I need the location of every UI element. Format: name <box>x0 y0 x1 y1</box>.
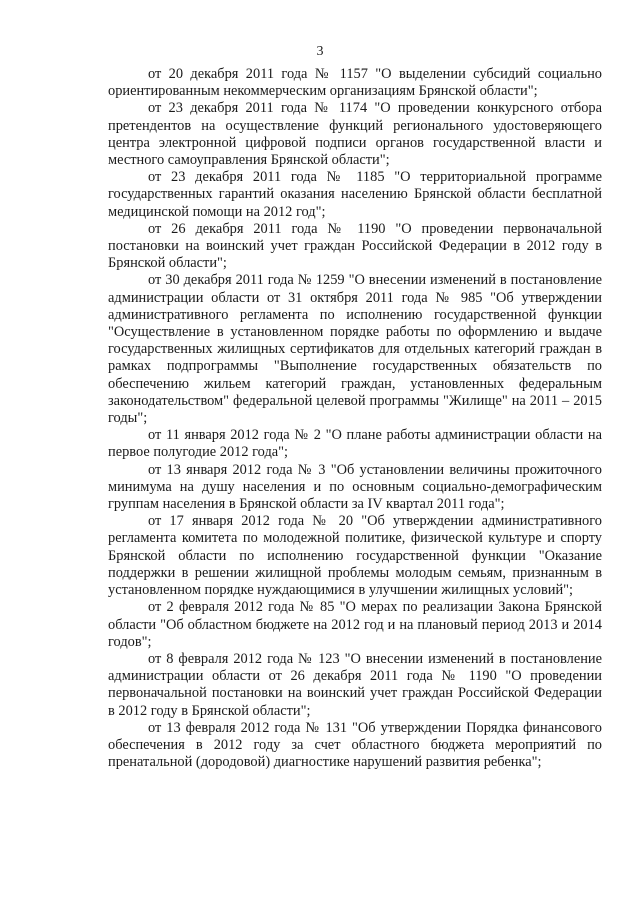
decree-paragraph: от 26 декабря 2011 года № 1190 "О проведении первоначальной постановки на воинский учет граждан Российской Федерации в 2012 году в Брянской области"; <box>108 220 602 272</box>
decree-paragraph: от 13 января 2012 года № 3 "Об установлении величины прожиточного минимума на душу населения и по основным социально-демографическим группам населения в Брянской области за IV квартал 2011 года"; <box>108 461 602 513</box>
decree-paragraph: от 23 декабря 2011 года № 1185 "О территориальной программе государственных гарантий оказания населению Брянской области бесплатной медицинской помощи на 2012 год"; <box>108 169 602 220</box>
decree-paragraph: от 17 января 2012 года № 20 "Об утверждении административного регламента комитета по молодежной политике, физической культуре и спорту Брянской области по исполнению государственной функции "Оказание поддержки в решении жилищной проблемы молодым семьям, признанным в установленном порядке нуждающимися в улучшении жилищных условий"; <box>108 513 602 599</box>
decree-paragraph: от 30 декабря 2011 года № 1259 "О внесении изменений в постановление администрации области от 31 октября 2011 года № 985 "Об утверждении административного регламента по исполнению государственной функции "Осуществление в установленном порядке работы по оформлению и выдаче государственных жилищных сертификатов для отдельных категорий граждан в рамках подпрограммы "Выполнение государственных обязательств по обеспечению жильем категорий граждан, установленных федеральным законодательством" федеральной целевой программы "Жилище" на 2011 – 2015 годы"; <box>108 272 602 427</box>
page-number: 3 <box>316 44 324 59</box>
decree-paragraph: от 2 февраля 2012 года № 85 "О мерах по реализации Закона Брянской области "Об областном бюджете на 2012 год и на плановый период 2013 и 2014 годов"; <box>108 599 602 650</box>
decree-paragraph: от 20 декабря 2011 года № 1157 "О выделении субсидий социально ориентированным некоммерческим организациям Брянской области"; <box>108 66 602 100</box>
decree-paragraph: от 8 февраля 2012 года № 123 "О внесении изменений в постановление администрации области от 26 декабря 2011 года № 1190 "О проведении первоначальной постановки на воинский учет граждан Российской Федерации в 2012 году в Брянской области"; <box>108 650 602 719</box>
decree-paragraph: от 11 января 2012 года № 2 "О плане работы администрации области на первое полугодие 2012 года"; <box>108 427 602 461</box>
decree-paragraph: от 23 декабря 2011 года № 1174 "О проведении конкурсного отбора претендентов на осуществление функций регионального удостоверяющего центра электронной цифровой подписи органов государственной власти и местного самоуправления Брянской области"; <box>108 100 602 169</box>
document-body <box>108 66 602 771</box>
decree-paragraph: от 13 февраля 2012 года № 131 "Об утверждении Порядка финансового обеспечения в 2012 году за счет областного бюджета мероприятий по пренатальной (дородовой) диагностике нарушений развития ребенка"; <box>108 719 602 771</box>
